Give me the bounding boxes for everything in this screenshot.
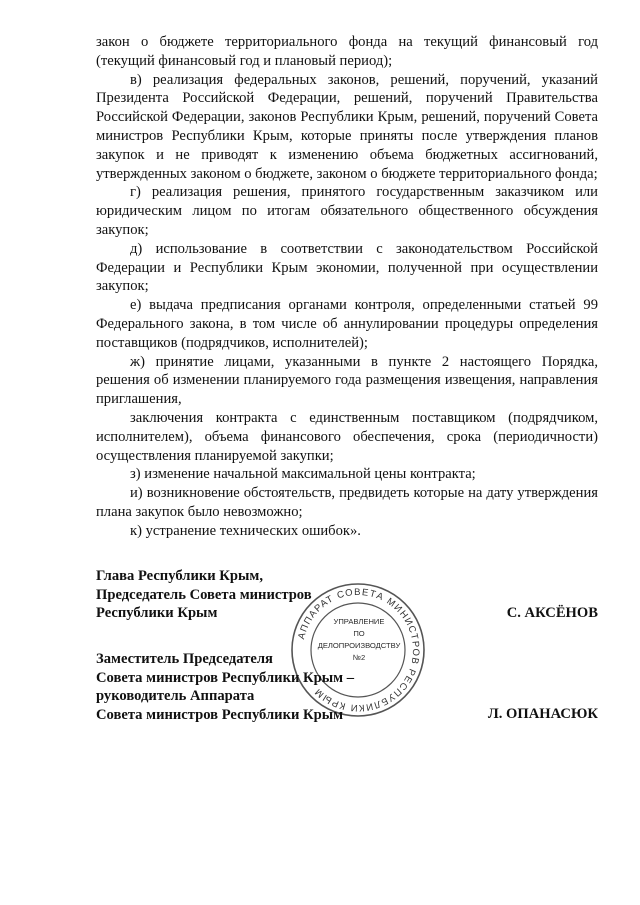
paragraph: заключения контракта с единственным поставщиком (подрядчиком, исполнителем), объема финансового обеспечения, срока (периодичности) осуществления планируемой закупки; [96, 409, 598, 464]
position-line: Совета министров Республики Крым – [96, 669, 355, 686]
paragraph: з) изменение начальной максимальной цены контракта; [130, 466, 476, 483]
stamp-line: ДЕЛОПРОИЗВОДСТВУ [317, 641, 401, 650]
paragraph: ж) принятие лицами, указанными в пункте 2 настоящего Порядка, решения об изменении планируемого года размещения извещения, направления приглашения, [96, 353, 598, 408]
paragraph: в) реализация федеральных законов, решений, поручений, указаний Президента Российской Федерации, решений, поручений Правительства Российской Федерации, законов Республики Крым, решений, поручений Совета министров Республики Крым, которые приняты после утверждения планов закупок и не приводят к изменению объема бюджетных ассигнований, утвержденных законом о бюджете, законом о бюджете территориального фонда; [96, 71, 598, 182]
position-line: Республики Крым [96, 605, 218, 622]
head-signatory-name: С. АКСЁНОВ [506, 605, 598, 621]
paragraph: к) устранение технических ошибок». [130, 522, 361, 539]
position-line: Председатель Совета министров [96, 586, 312, 603]
stamp-line: УПРАВЛЕНИЕ [333, 617, 385, 626]
position-line: Заместитель Председателя [96, 651, 273, 667]
head-signature-position [96, 567, 312, 623]
paragraph: закон о бюджете территориального фонда на текущий финансовый год (текущий финансовый год и плановый период); [96, 34, 598, 69]
stamp-line: ПО [353, 629, 365, 638]
position-line: руководитель Аппарата [96, 688, 255, 705]
paragraph: е) выдача предписания органами контроля, определенными статьей 99 Федерального закона, в том числе об аннулировании процедуры определения поставщиков (подрядчиков, исполнителей); [96, 297, 598, 351]
paragraph: и) возникновение обстоятельств, предвидеть которые на дату утверждения плана закупок было невозможно; [96, 485, 598, 520]
paragraph: г) реализация решения, принятого государственным заказчиком или юридическим лицом по итогам обязательного общественного обсуждения закупок; [96, 184, 598, 238]
position-line: Совета министров Республики Крым [96, 706, 344, 723]
deputy-signatory-name: Л. ОПАНАСЮК [487, 706, 598, 722]
document-body [96, 33, 598, 541]
deputy-signature-position [96, 650, 354, 724]
stamp-ring-text: АППАРАТ СОВЕТА МИНИСТРОВ РЕСПУБЛИКИ КРЫМ [296, 586, 422, 714]
position-line: Глава Республики Крым, [96, 568, 263, 584]
stamp-line: №2 [352, 653, 366, 662]
paragraph: д) использование в соответствии с законодательством Российской Федерации и Республики Крым экономии, полученной при осуществлении закупок; [96, 240, 598, 295]
